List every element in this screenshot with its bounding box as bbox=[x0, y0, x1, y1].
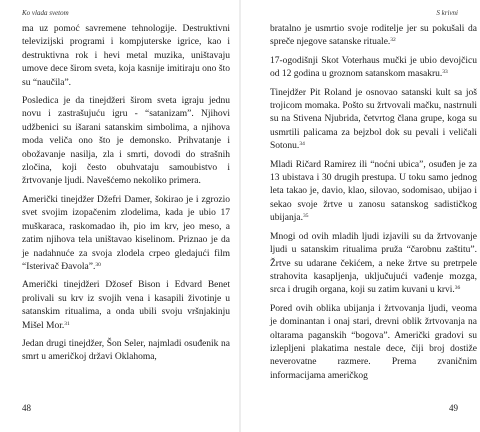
paragraph: 17-ogodišnji Skot Voterhaus mučki je ubio devojčicu od 12 godina u groznom satanskom masakru.$^{33}$ bbox=[270, 55, 477, 80]
paragraph: bratalno je usmrtio svoje roditelje jer su pokušali da spreče njegove satanske rituale.$^{32}$ bbox=[270, 24, 477, 48]
footnote-ref: 30 bbox=[95, 261, 101, 268]
paragraph: ma uz pomoć savremene tehnologije. Destruktivni televizijski programi i kompjuterske igrice, kao i destruktivna rok i hevi metal muzika, uništavaju umove dece širom sveta, koja kasnije imitiraju ono što su “naučila”. bbox=[22, 24, 230, 88]
paragraph: Američki tinejdžeri Džosef Bison i Edvard Benet prolivali su krv iz svojih vena i kasapili životinje u satanskim ritualima, a onda ubili svoju vršnjakinju Mišel Mor.$^{31}$ bbox=[22, 280, 230, 331]
right-page bbox=[240, 0, 480, 432]
footnote-ref: 33 bbox=[442, 69, 448, 76]
paragraph: Pored ovih oblika ubijanja i žrtvovanja ljudi, veoma je dominantan i onaj stari, drevni oblik žrtvovanja na oltarama paganskih “bogova”. Američki gradovi su izlepljeni plakatima nestale dece, čiji broj dostiže neverovatne razmere. Prema zvaničnim informacijama američkog bbox=[270, 303, 477, 381]
paragraph: Tinejdžer Pit Roland je osnovao satanski kult sa još trojicom momaka. Pošto su žrtvovali mačku, nastrnuli su na Stivena Njubrida, četvrtog člana grupe, koga su usmrtili palicama za bejzbol dok su pevali i veličali Sotonu.$^{34}$ bbox=[270, 87, 477, 152]
paragraph: Mladi Ričard Ramirez ili “noćni ubica”, osuđen je za 13 ubistava i 30 drugih prestupa. U toku samo jednog leta takao je, davio, klao, silovao, sodomisao, ubijao i sekao svoje žrtve u zanosu satanskog sadističkog ubijanja.$^{35}$ bbox=[270, 159, 477, 224]
footnote-ref: 32 bbox=[390, 37, 396, 44]
right-page-body bbox=[270, 23, 477, 388]
paragraph: Jedan drugi tinejdžer, Šon Seler, najmladi osuđenik na smrt u američkoj državi Oklahoma, bbox=[22, 338, 230, 363]
page-number-left: 48 bbox=[22, 403, 31, 413]
footnote-ref: 34 bbox=[299, 141, 305, 148]
left-page-body bbox=[22, 23, 230, 370]
footnote-ref: 36 bbox=[454, 285, 461, 292]
paragraph: Američki tinejdžer Džefri Damer, šokirao je i zgrozio svet svojim izopačenim zlodelima, kada je ubio 17 muškaraca, raskomadao ih, pio im krv, jeo meso, a zatim njihova tela uništavao kiselinom. Priznao je da je nadahnuće za svoja zlodela crpeo gledajući film “Isterivač Đavola”.$^{30}$ bbox=[22, 194, 230, 272]
paragraph: Mnogi od ovih mladih ljudi izjavili su da žrtvovanje ljudi u satanskim ritualima pruža “čarobnu zaštitu”. Žrtve su udarane čekićem, a neke žrtve su pretrpele strahovita kasapljenja, uključujući vađenje mozga, srca i drugih organa, koji su zatim kuvani u krvi.$^{36}$ bbox=[270, 231, 477, 296]
running-header-left: Ko vlada svetom bbox=[22, 9, 69, 17]
running-header-right: S krivni bbox=[436, 9, 458, 17]
footnote-ref: 31 bbox=[64, 320, 70, 327]
paragraph: Posledica je da tinejdžeri širom sveta igraju jednu novu i zastrašujuću igru - “satanizam”. Njihovi udžbenici su išarani satanskim simbolima, a njihova moda veliča ono što je demonsko. Prihvatanje i obožavanje nasilja, zla i smrti, dovodi do strašnih zločina, koji često obuhvataju samoubistvo i žrtvovanje ljudi. Navešćemo nekoliko primera. bbox=[22, 96, 230, 187]
page-number-right: 49 bbox=[449, 403, 458, 413]
footnote-ref: 35 bbox=[302, 213, 309, 220]
